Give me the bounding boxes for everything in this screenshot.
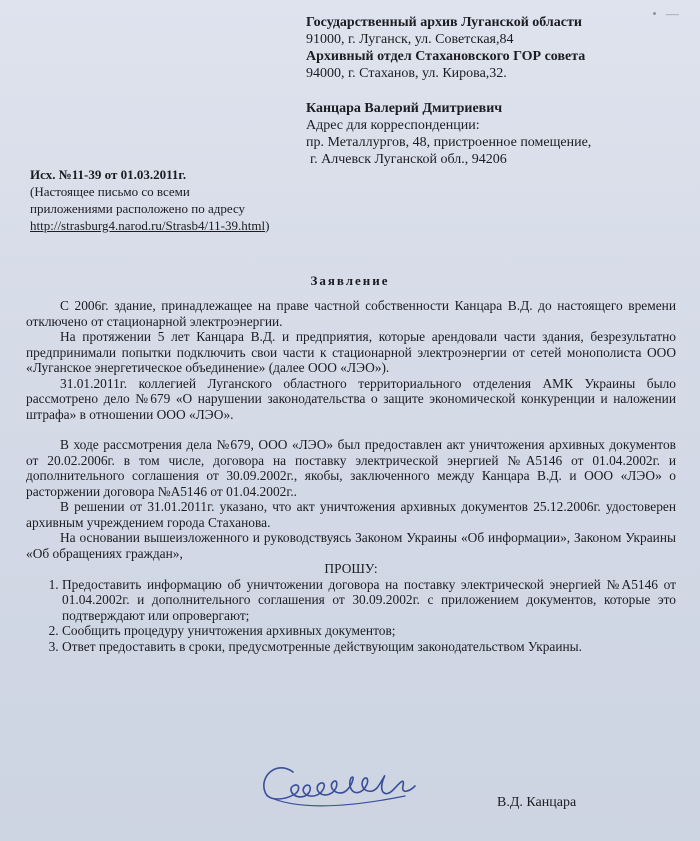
- document-title: Заявление: [310, 273, 390, 288]
- letter-body: [26, 298, 676, 654]
- paragraph-3: 31.01.2011г. коллегией Луганского областного территориального отделения АМК Украины было рассмотрено дело №679 «О нарушении законодательства о защите экономической конкуренции и наложении штрафа» в отношении ООО «ЛЭО».: [26, 375, 676, 422]
- signature-name: В.Д. Канцара: [497, 795, 577, 810]
- request-item: 3. Ответ предоставить в сроки, предусмотренные действующим законодательством Украины.: [62, 639, 676, 655]
- handwritten-signature: [255, 752, 435, 822]
- sender-address-1: пр. Металлургов, 48, пристроенное помещение,: [306, 135, 592, 150]
- sender-block: [306, 100, 591, 168]
- reference-note-1: (Настоящее письмо со всеми: [30, 184, 190, 199]
- reference-number: Исх. №11-39 от 01.03.2011г.: [30, 167, 187, 182]
- sender-label: Адрес для корреспонденции:: [306, 118, 480, 133]
- reference-link[interactable]: http://strasburg4.narod.ru/Strasb4/11-39.html: [30, 218, 266, 233]
- recipient-line-2: 91000, г. Луганск, ул. Советская,84: [306, 32, 514, 47]
- request-list: [26, 577, 676, 655]
- corner-mark: • —: [652, 6, 682, 21]
- sender-address-2: г. Алчевск Луганской обл., 94206: [310, 152, 507, 167]
- paragraph-5: В решении от 31.01.2011г. указано, что акт уничтожения архивных документов 25.12.2006г. удостоверен архивным учреждением города Стаханова.: [26, 499, 676, 530]
- recipient-line-3: Архивный отдел Стахановского ГОР совета: [306, 49, 586, 64]
- reference-close: ): [265, 218, 270, 233]
- paragraph-1: С 2006г. здание, принадлежащее на праве частной собственности Канцара В.Д. до настоящего времени отключено от стационарной электроэнергии.: [26, 298, 676, 329]
- sender-name: Канцара Валерий Дмитриевич: [306, 101, 503, 116]
- request-item: 1. Предоставить информацию об уничтожении договора на поставку электрической энергией №А5146 от 01.04.2002г. и дополнительного соглашения от 30.09.2002г. с приложением документов, которые это подтверждают или опровергают;: [62, 577, 676, 624]
- paragraph-2: На протяжении 5 лет Канцара В.Д. и предприятия, которые арендовали части здания, безрезультатно предпринимали попытки подключить свои части к стационарной электроэнергии от сетей монополиста ООО «Луганское энергетическое объединение» (далее ООО «ЛЭО»).: [26, 329, 676, 375]
- recipient-line-1: Государственный архив Луганской области: [306, 15, 582, 30]
- reference-block: [30, 166, 269, 234]
- reference-note-2: приложениями расположено по адресу: [30, 201, 246, 216]
- paragraph-6: На основании вышеизложенного и руководствуясь Законом Украины «Об информации», Законом Украины «Об обращениях граждан»,: [26, 530, 676, 561]
- request-item: 2. Сообщить процедуру уничтожения архивных документов;: [62, 623, 676, 639]
- recipient-block: [306, 14, 585, 82]
- paragraph-4: В ходе рассмотрения дела №679, ООО «ЛЭО» был предоставлен акт уничтожения архивных документов от 20.02.2006г. в том числе, договора на поставку электрической энергией №А5146 от 01.04.2002г. и дополнительного соглашения от 30.09.2002г., якобы, заключенного между Канцара В.Д. и ООО «ЛЭО» о расторжении договора №А5146 от 01.04.2002г..: [26, 437, 676, 499]
- request-heading: ПРОШУ:: [324, 561, 378, 576]
- recipient-line-4: 94000, г. Стаханов, ул. Кирова,32.: [306, 66, 507, 81]
